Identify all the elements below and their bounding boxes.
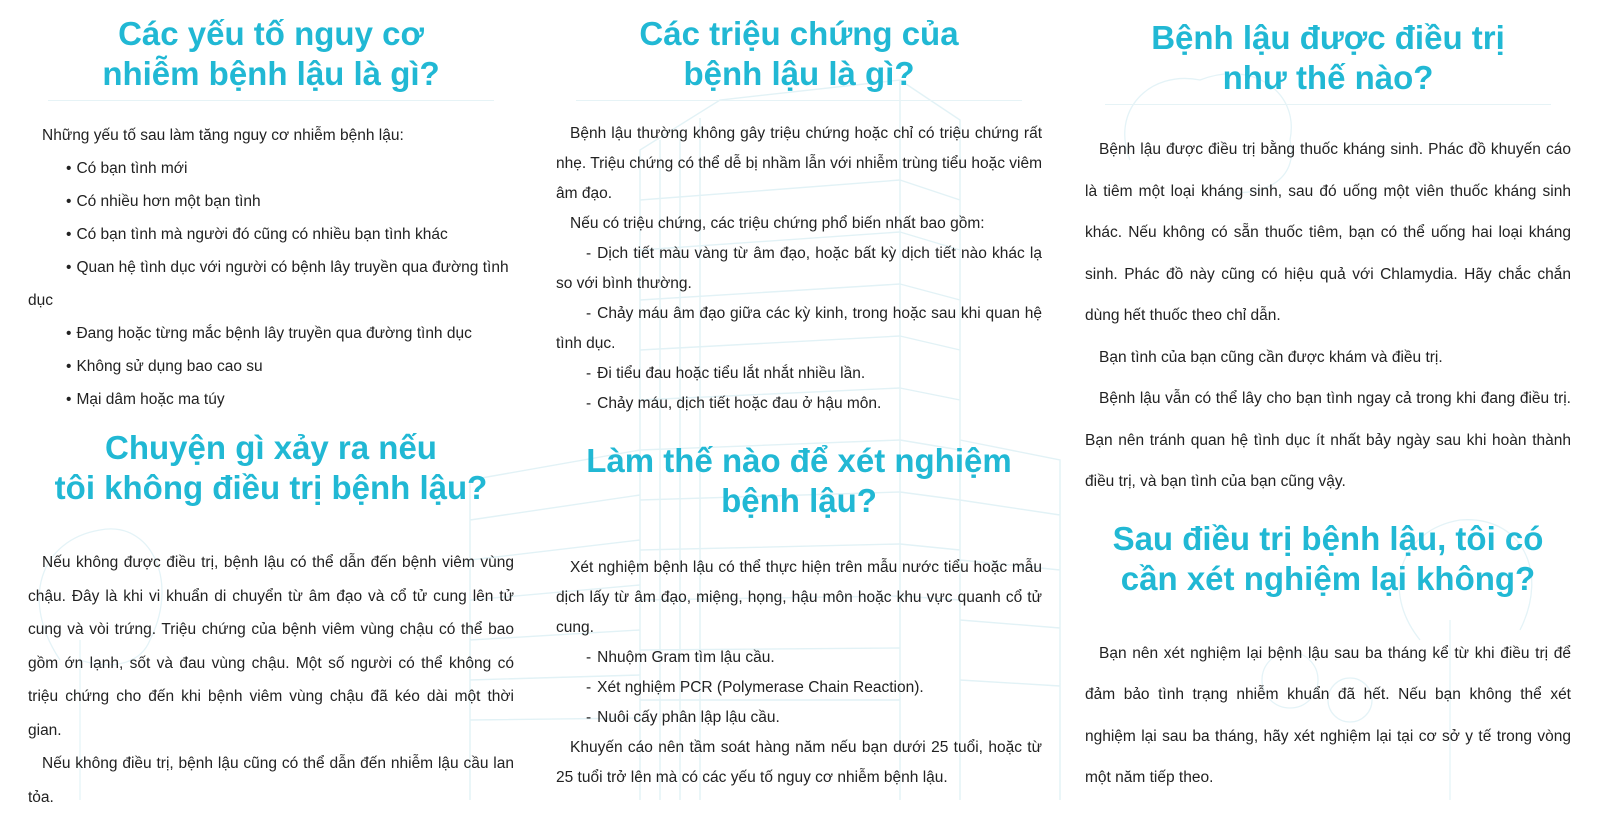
symptom-item: - Chảy máu âm đạo giữa các kỳ kinh, trong hoặc sau khi quan hệ tình dục. <box>556 305 1042 352</box>
body-paragraph: Nếu không điều trị, bệnh lậu cũng có thể dẫn đến nhiễm lậu cầu lan tỏa. <box>28 755 514 806</box>
treatment-body <box>1085 129 1571 503</box>
symptom-list <box>556 239 1042 419</box>
heading-line: như thế nào? <box>1222 59 1434 96</box>
heading-line: Bệnh lậu được điều trị <box>1151 19 1505 56</box>
column-symptoms-and-testing <box>556 0 1042 800</box>
heading-line: Làm thế nào để xét nghiệm <box>586 442 1012 479</box>
heading-line: Chuyện gì xảy ra nếu <box>105 429 437 466</box>
screening-recommendation: Khuyến cáo nên tầm soát hàng năm nếu bạn dưới 25 tuổi, hoặc từ 25 tuổi trở lên mà có các yếu tố nguy cơ nhiễm bệnh lậu. <box>556 739 1042 786</box>
test-method-item: - Xét nghiệm PCR (Polymerase Chain Reaction). <box>586 679 924 696</box>
body-paragraph: Bệnh lậu được điều trị bằng thuốc kháng sinh. Phác đồ khuyến cáo là tiêm một loại kháng sinh, sau đó uống một viên thuốc kháng sinh khác. Nếu không có sẵn thuốc tiêm, bạn có thể uống hai loại kháng sinh. Phác đồ này cũng có hiệu quả với Chlamydia. Hãy chắc chắn dùng hết thuốc theo chỉ dẫn. <box>1085 141 1571 324</box>
risk-factor-item: • Có bạn tình mà người đó cũng có nhiều bạn tình khác <box>66 226 448 243</box>
risk-factors-heading <box>28 14 514 94</box>
test-method-item: - Nuôi cấy phân lập lậu cầu. <box>586 709 780 726</box>
body-paragraph: Bệnh lậu thường không gây triệu chứng hoặc chỉ có triệu chứng rất nhẹ. Triệu chứng có thể dễ bị nhầm lẫn với nhiễm trùng tiểu hoặc viêm âm đạo. <box>556 125 1042 202</box>
heading-line: Các yếu tố nguy cơ <box>118 15 424 52</box>
body-paragraph: Nếu có triệu chứng, các triệu chứng phổ biến nhất bao gồm: <box>570 215 985 232</box>
symptom-item: - Đi tiểu đau hoặc tiểu lắt nhắt nhiều lần. <box>586 365 866 382</box>
heading-line: cần xét nghiệm lại không? <box>1120 559 1536 597</box>
treatment-heading <box>1085 18 1571 98</box>
testing-intro: Xét nghiệm bệnh lậu có thể thực hiện trên mẫu nước tiểu hoặc mẫu dịch lấy từ âm đạo, miệng, họng, hậu môn hoặc khu vực quanh cổ tử cung. <box>556 559 1042 636</box>
risk-factor-item: • Mại dâm hoặc ma túy <box>66 391 225 408</box>
heading-line: Sau điều trị bệnh lậu, tôi có <box>1112 519 1544 557</box>
untreated-heading <box>28 428 514 508</box>
divider <box>576 100 1022 101</box>
retest-paragraph: Bạn nên xét nghiệm lại bệnh lậu sau ba tháng kể từ khi điều trị để đảm bảo tình trạng nhiễm khuẩn đã hết. Nếu bạn không thể xét nghiệm lại sau ba tháng, hãy xét nghiệm lại tại cơ sở y tế trong vòng một năm tiếp theo. <box>1085 644 1571 786</box>
risk-factor-item: • Đang hoặc từng mắc bệnh lây truyền qua đường tình dục <box>66 325 472 342</box>
column-risk-and-complications <box>28 0 514 806</box>
divider <box>1105 104 1551 105</box>
heading-line: nhiễm bệnh lậu là gì? <box>102 55 440 92</box>
untreated-body <box>28 546 514 814</box>
body-paragraph: Bệnh lậu vẫn có thể lây cho bạn tình ngay cả trong khi đang điều trị. Bạn nên tránh quan hệ tình dục ít nhất bảy ngày sau khi hoàn thành điều trị, và bạn tình của bạn cũng vậy. <box>1085 390 1571 490</box>
risk-factor-item: • Có nhiều hơn một bạn tình <box>66 193 261 210</box>
symptoms-heading <box>556 14 1042 94</box>
symptom-item: - Chảy máu, dịch tiết hoặc đau ở hậu môn. <box>586 395 882 412</box>
risk-factor-list <box>28 152 514 416</box>
heading-line: Các triệu chứng của <box>639 15 959 52</box>
test-method-list <box>556 643 1042 733</box>
body-paragraph: Nếu không được điều trị, bệnh lậu có thể dẫn đến bệnh viêm vùng chậu. Đây là khi vi khuẩn di chuyển từ âm đạo và cổ tử cung lên tử cung và vòi trứng. Triệu chứng của bệnh viêm vùng chậu có thể bao gồm ớn lạnh, sốt và đau vùng chậu. Một số người có thể không có triệu chứng cho đến khi bệnh viêm vùng chậu đã kéo dài một thời gian. <box>28 554 514 739</box>
heading-line: bệnh lậu là gì? <box>683 55 915 92</box>
risk-factor-item: • Không sử dụng bao cao su <box>66 358 263 375</box>
risk-factor-item: • Có bạn tình mới <box>66 160 188 177</box>
risk-intro: Những yếu tố sau làm tăng nguy cơ nhiễm bệnh lậu: <box>42 127 404 144</box>
test-method-item: - Nhuộm Gram tìm lậu cầu. <box>586 649 775 666</box>
body-paragraph: Bạn tình của bạn cũng cần được khám và điều trị. <box>1099 348 1443 366</box>
heading-line: bệnh lậu? <box>721 482 877 519</box>
divider <box>48 100 494 101</box>
testing-heading <box>556 441 1042 521</box>
risk-factor-item: • Quan hệ tình dục với người có bệnh lây truyền qua đường tình dục <box>28 259 509 309</box>
symptom-item: - Dịch tiết màu vàng từ âm đạo, hoặc bất kỳ dịch tiết nào khác lạ so với bình thường. <box>556 245 1042 292</box>
retest-heading <box>1085 519 1571 599</box>
heading-line: tôi không điều trị bệnh lậu? <box>54 469 488 506</box>
column-treatment <box>1085 0 1571 800</box>
